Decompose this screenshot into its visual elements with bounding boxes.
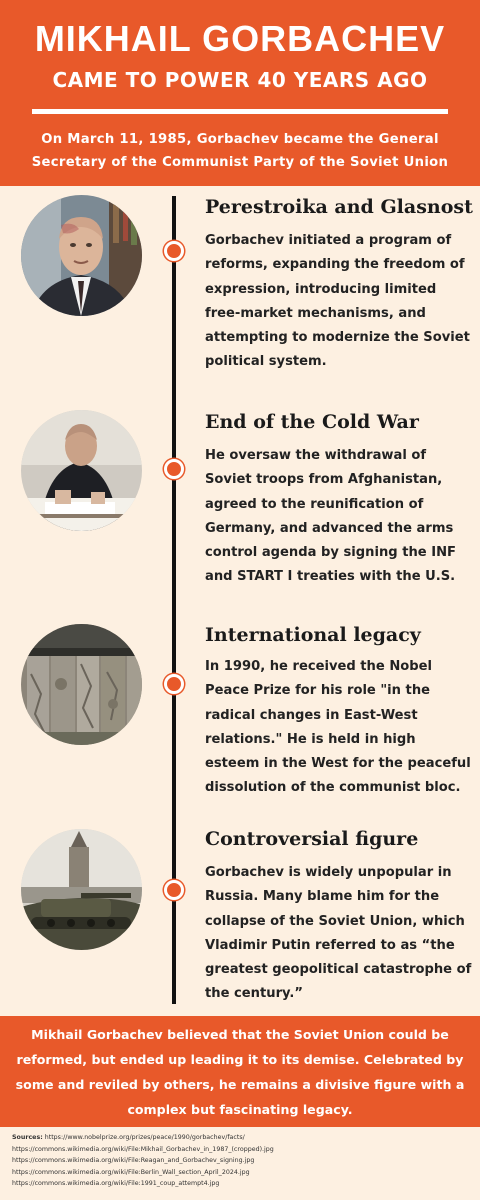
conclusion-text: Mikhail Gorbachev believed that the Soviet Union could be reformed, but ended up leading it to its demise. Celebrated by some and reviled by others, he remains a divisive figure with a complex but fascinating legacy. [15,1027,465,1117]
source-link[interactable]: https://www.nobelprize.org/prizes/peace/1990/gorbachev/facts/ [44,1134,245,1141]
event-text: Gorbachev initiated a program of reforms, expanding the freedom of expression, introducing limited free-market mechanisms, and attempting to modernize the Soviet political system. [205,233,470,370]
timeline-dot [164,459,184,479]
source-link[interactable]: https://commons.wikimedia.org/wiki/File:1991_coup_attempt4.jpg [12,1180,220,1188]
source-link[interactable]: https://commons.wikimedia.org/wiki/File:Berlin_Wall_section_April_2024.jpg [12,1168,250,1176]
header-banner [0,0,480,186]
source-link[interactable]: https://commons.wikimedia.org/wiki/File:Reagan_and_Gorbachev_signing.jpg [12,1157,255,1165]
header-divider [32,109,448,114]
gorbachev-portrait-image [21,195,142,316]
page-title: MIKHAIL GORBACHEV [34,18,446,59]
event-text: He oversaw the withdrawal of Soviet troops from Afghanistan, agreed to the reunification of Germany, and advanced the arms control agenda by signing the INF and START I treaties with the U.S. [205,448,456,585]
event-text: In 1990, he received the Nobel Peace Prize for his role "in the radical changes in East-West relations." He is held in high esteem in the West for the peaceful dissolution of the communist bloc. [205,659,471,796]
coup-tanks-image [21,829,142,950]
timeline-dot [164,674,184,694]
footer-banner [0,1016,480,1127]
berlin-wall-section-image [21,624,142,745]
intro-text: On March 11, 1985, Gorbachev became the General Secretary of the Communist Party of the Soviet Union [31,132,449,170]
event-title: Controversial figure [205,828,419,850]
event-text: Gorbachev is widely unpopular in Russia. Many blame him for the collapse of the Soviet Union, which Vladimir Putin referred to as “the greatest geopolitical catastrophe of the century.” [205,865,472,1002]
sources-list [12,1132,472,1190]
timeline-dot [164,241,184,261]
timeline-dot [164,880,184,900]
page-subtitle: CAME TO POWER 40 YEARS AGO [52,68,428,92]
source-link[interactable]: https://commons.wikimedia.org/wiki/File:Mikhail_Gorbachev_in_1987_(cropped).jpg [12,1145,274,1153]
reagan-gorbachev-signing-image [21,410,142,531]
sources-label: Sources: [12,1134,43,1141]
event-title: Perestroika and Glasnost [205,196,473,218]
event-title: International legacy [205,624,421,646]
event-title: End of the Cold War [205,411,419,433]
